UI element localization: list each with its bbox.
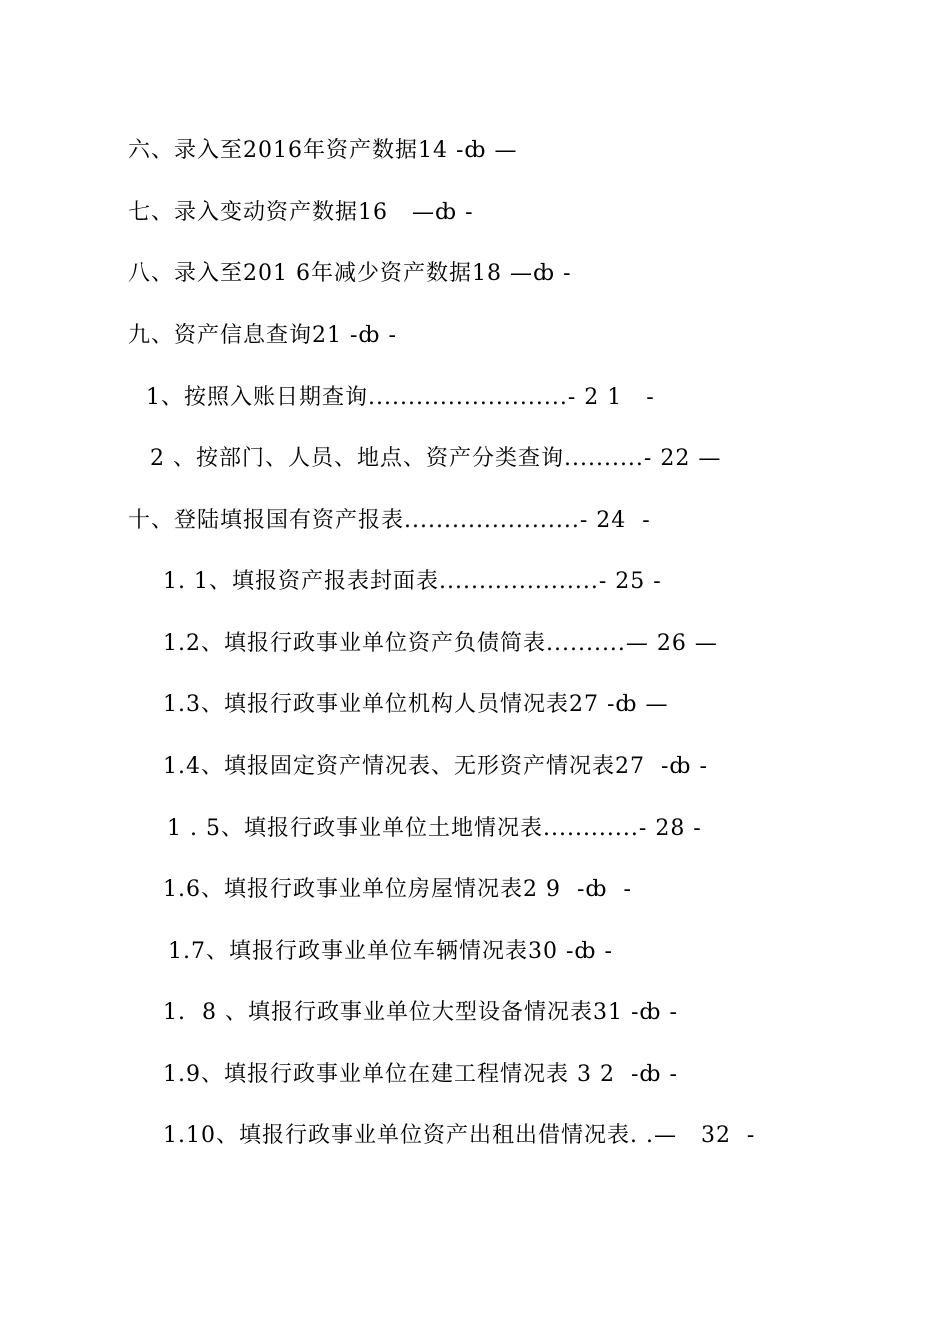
toc-entry-10-9: 1.9、填报行政事业单位在建工程情况表 3 2 -ȸ -: [163, 1062, 678, 1087]
toc-entry-9: 九、资产信息查询21 -ȸ -: [128, 323, 397, 348]
toc-entry-10-3: 1.3、填报行政事业单位机构人员情况表27 -ȸ —: [163, 692, 669, 717]
toc-entry-9-2: 2 、按部门、人员、地点、资产分类查询..........- 22 —: [150, 446, 722, 471]
toc-entry-10-10: 1.10、填报行政事业单位资产出租出借情况表. .— 32 -: [163, 1123, 756, 1148]
toc-entry-10-4: 1.4、填报固定资产情况表、无形资产情况表27 -ȸ -: [163, 754, 708, 779]
toc-entry-7: 七、录入变动资产数据16 —ȸ -: [128, 200, 474, 225]
toc-entry-10: 十、登陆填报国有资产报表......................- 24 -: [128, 508, 651, 533]
toc-entry-6: 六、录入至2016年资产数据14 -ȸ —: [128, 138, 518, 163]
toc-entry-10-5: 1 . 5、填报行政事业单位土地情况表............- 28 -: [167, 816, 702, 841]
toc-entry-8: 八、录入至201 6年减少资产数据18 —ȸ -: [128, 261, 572, 286]
toc-entry-10-2: 1.2、填报行政事业单位资产负债简表..........— 26 —: [163, 631, 718, 656]
toc-entry-10-1: 1. 1、填报资产报表封面表....................- 25 -: [163, 569, 662, 594]
toc-entry-10-6: 1.6、填报行政事业单位房屋情况表2 9 -ȸ -: [163, 877, 632, 902]
toc-entry-9-1: 1、按照入账日期查询.........................- 2 1 -: [146, 385, 655, 410]
toc-entry-10-8: 1. 8 、填报行政事业单位大型设备情况表31 -ȸ -: [163, 1000, 678, 1025]
toc-entry-10-7: 1.7、填报行政事业单位车辆情况表30 -ȸ -: [168, 939, 613, 964]
